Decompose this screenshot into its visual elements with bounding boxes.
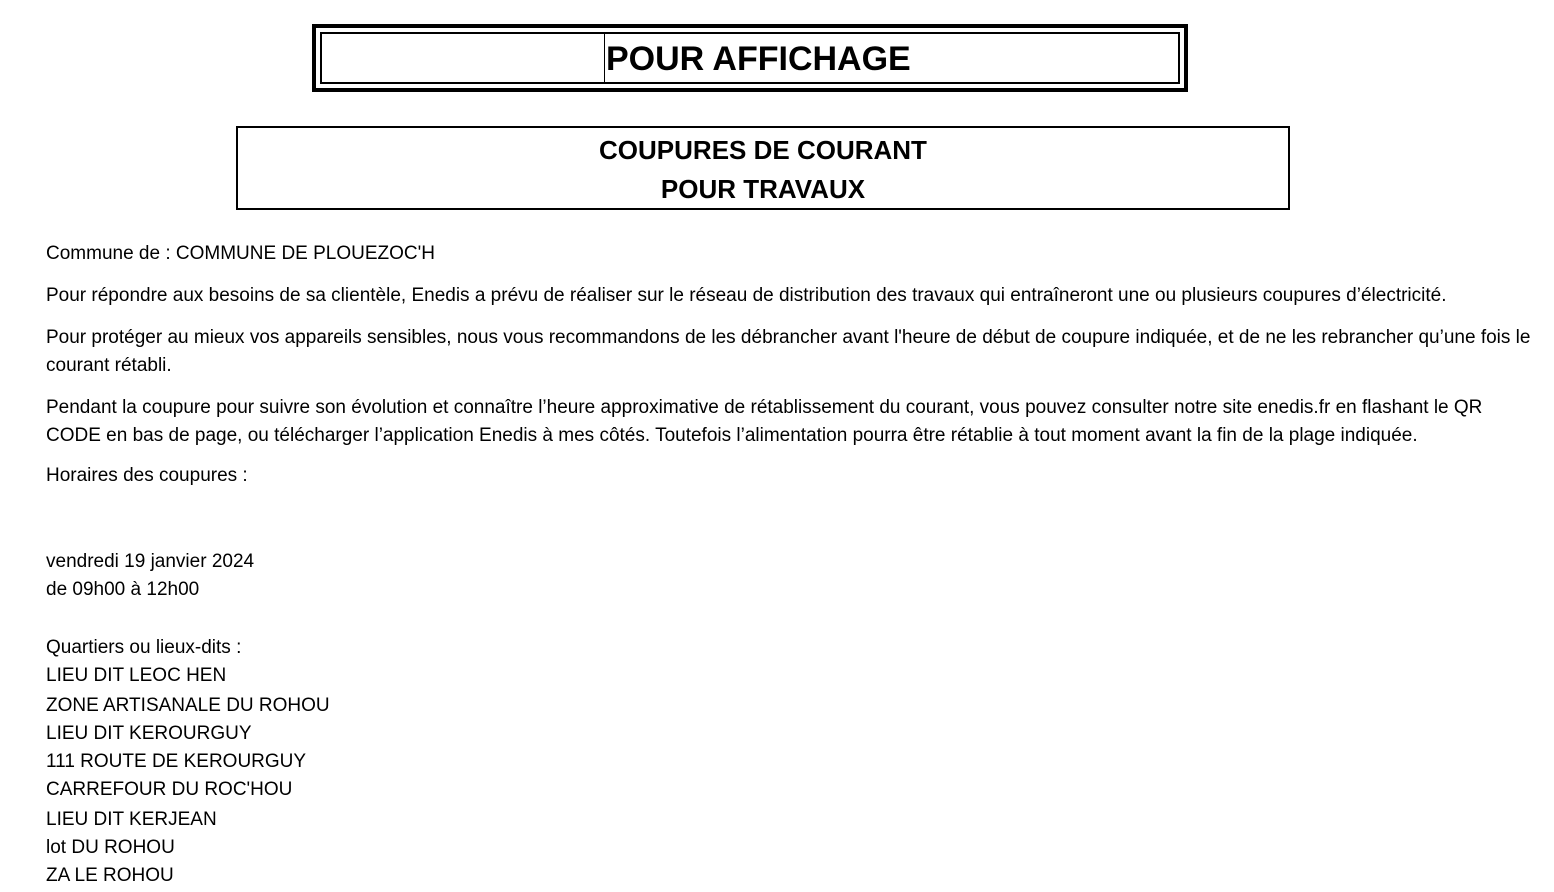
- coupures-title-box: [236, 126, 1290, 210]
- location-item: ZONE ARTISANALE DU ROHOU: [46, 695, 330, 716]
- location-item: lot DU ROHOU: [46, 837, 175, 858]
- horaires-label: Horaires des coupures :: [46, 465, 248, 486]
- recommendation-paragraph: Pour protéger au mieux vos appareils sensibles, nous vous recommandons de les débrancher avant l'heure de début de coupure indiquée, et de ne les rebrancher qu’une fois le courant rétabli.: [46, 327, 1531, 376]
- quartiers-label: Quartiers ou lieux-dits :: [46, 637, 242, 658]
- location-item: LIEU DIT KERJEAN: [46, 809, 217, 830]
- location-item: LIEU DIT LEOC HEN: [46, 665, 227, 686]
- coupures-title-line-1: COUPURES DE COURANT: [599, 135, 927, 165]
- location-item: ZA LE ROHOU: [46, 865, 174, 886]
- schedule-time: de 09h00 à 12h00: [46, 579, 200, 600]
- commune-line: Commune de : COMMUNE DE PLOUEZOC'H: [46, 243, 435, 264]
- location-item: 111 ROUTE DE KEROURGUY: [46, 751, 307, 772]
- location-item: LIEU DIT KEROURGUY: [46, 723, 252, 744]
- pour-affichage-title: POUR AFFICHAGE: [606, 40, 911, 78]
- intro-paragraph: Pour répondre aux besoins de sa clientèle, Enedis a prévu de réaliser sur le réseau de distribution des travaux qui entraîneront une ou plusieurs coupures d’électricité.: [46, 285, 1447, 306]
- coupures-title-line-2: POUR TRAVAUX: [660, 174, 866, 204]
- location-item: CARREFOUR DU ROC'HOU: [46, 779, 293, 800]
- schedule-date: vendredi 19 janvier 2024: [46, 551, 255, 572]
- pour-affichage-banner: [312, 24, 1188, 92]
- pour-affichage-inner-frame: [320, 32, 1180, 84]
- tracking-paragraph: Pendant la coupure pour suivre son évolution et connaître l’heure approximative de rétablissement du courant, vous pouvez consulter notre site enedis.fr en flashant le QR CODE en bas de page, ou télécharger l’application Enedis à mes côtés. Toutefois l’alimentation pourra être rétablie à tout moment avant la fin de la plage indiquée.: [46, 397, 1483, 446]
